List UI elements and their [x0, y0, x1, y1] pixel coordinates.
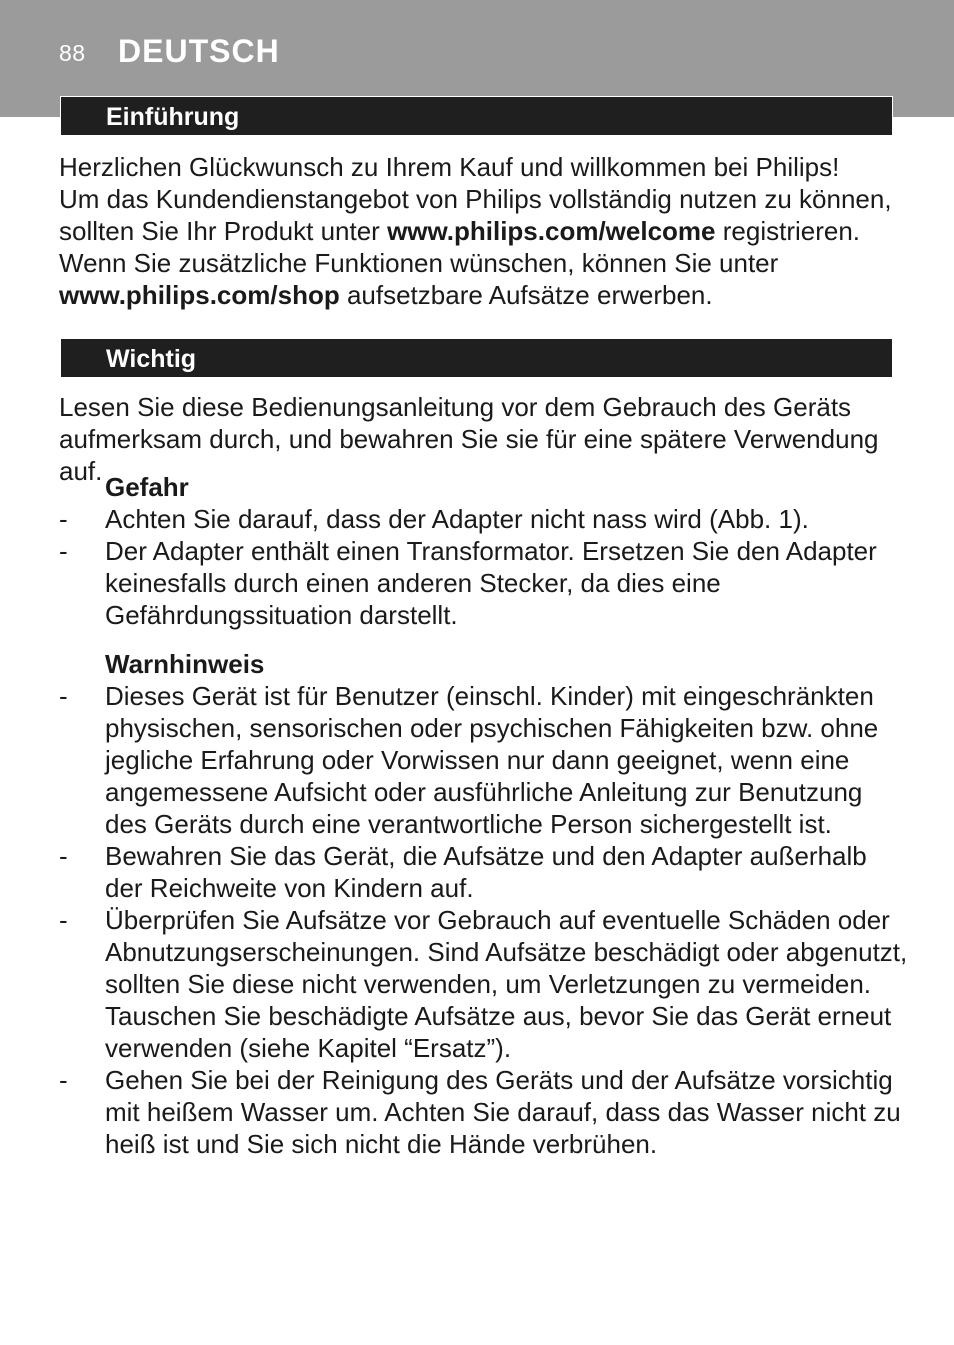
section-bar-intro [60, 96, 893, 136]
warning-heading: Warnhinweis [105, 649, 265, 679]
list-item [59, 904, 909, 1064]
url-shop: www.philips.com/shop [59, 280, 340, 310]
list-item [59, 680, 909, 840]
bullet-dash: - [59, 905, 68, 935]
language-title: DEUTSCH [118, 33, 280, 69]
intro-line3-pre: Wenn Sie zusätzliche Funktionen wünschen, können Sie unter [59, 248, 779, 278]
list-item [59, 840, 909, 904]
list-item [59, 1064, 909, 1160]
intro-line3-post: aufsetzbare Aufsätze erwerben. [339, 280, 713, 310]
page-number: 88 [59, 40, 86, 66]
intro-line1: Herzlichen Glückwunsch zu Ihrem Kauf und willkommen bei Philips! [59, 152, 840, 182]
list-item-text: Dieses Gerät ist für Benutzer (einschl. Kinder) mit eingeschränkten physischen, sensorischen oder psychischen Fähigkeiten bzw. ohne jegliche Erfahrung oder Vorwissen nur dann geeignet, wenn eine angemessene Aufsicht oder ausführliche Anleitung zur Benutzung des Geräts durch eine verantwortliche Person sichergestellt ist. [105, 681, 879, 839]
list-item [59, 503, 909, 535]
intro-paragraph [59, 151, 909, 311]
section-title-important: Wichtig [106, 345, 197, 373]
list-item-text: Überprüfen Sie Aufsätze vor Gebrauch auf eventuelle Schäden oder Abnutzungserscheinungen. Sind Aufsätze beschädigt oder abgenutzt, sollten Sie diese nicht verwenden, um Verletzungen zu vermeiden. Tauschen Sie beschädigte Aufsätze aus, bevor Sie das Gerät erneut verwenden (siehe Kapitel “Ersatz”). [105, 905, 908, 1063]
bullet-dash: - [59, 681, 68, 711]
bullet-dash: - [59, 1065, 68, 1095]
bullet-dash: - [59, 841, 68, 871]
important-paragraph: Lesen Sie diese Bedienungsanleitung vor dem Gebrauch des Geräts aufmerksam durch, und bewahren Sie sie für eine spätere Verwendung auf. [59, 392, 879, 486]
list-item-text: Achten Sie darauf, dass der Adapter nicht nass wird (Abb. 1). [105, 504, 809, 534]
bullet-dash: - [59, 504, 68, 534]
list-item-text: Gehen Sie bei der Reinigung des Geräts und der Aufsätze vorsichtig mit heißem Wasser um. Achten Sie darauf, dass das Wasser nicht zu heiß ist und Sie sich nicht die Hände verbrühen. [105, 1065, 901, 1159]
list-item-text: Bewahren Sie das Gerät, die Aufsätze und den Adapter außerhalb der Reichweite von Kindern auf. [105, 841, 867, 903]
intro-line2-pre: Um das Kundendienstangebot von Philips vollständig nutzen zu können, sollten Sie Ihr Produkt unter [59, 184, 892, 246]
list-item [59, 535, 909, 631]
section-title-intro: Einführung [106, 103, 240, 131]
bullet-dash: - [59, 536, 68, 566]
section-bar-important [60, 338, 893, 378]
intro-line2-post: registrieren. [715, 216, 861, 246]
danger-heading: Gefahr [105, 472, 189, 502]
url-welcome: www.philips.com/welcome [387, 216, 716, 246]
list-item-text: Der Adapter enthält einen Transformator. Ersetzen Sie den Adapter keinesfalls durch einen anderen Stecker, da dies eine Gefährdungssituation darstellt. [105, 536, 877, 630]
